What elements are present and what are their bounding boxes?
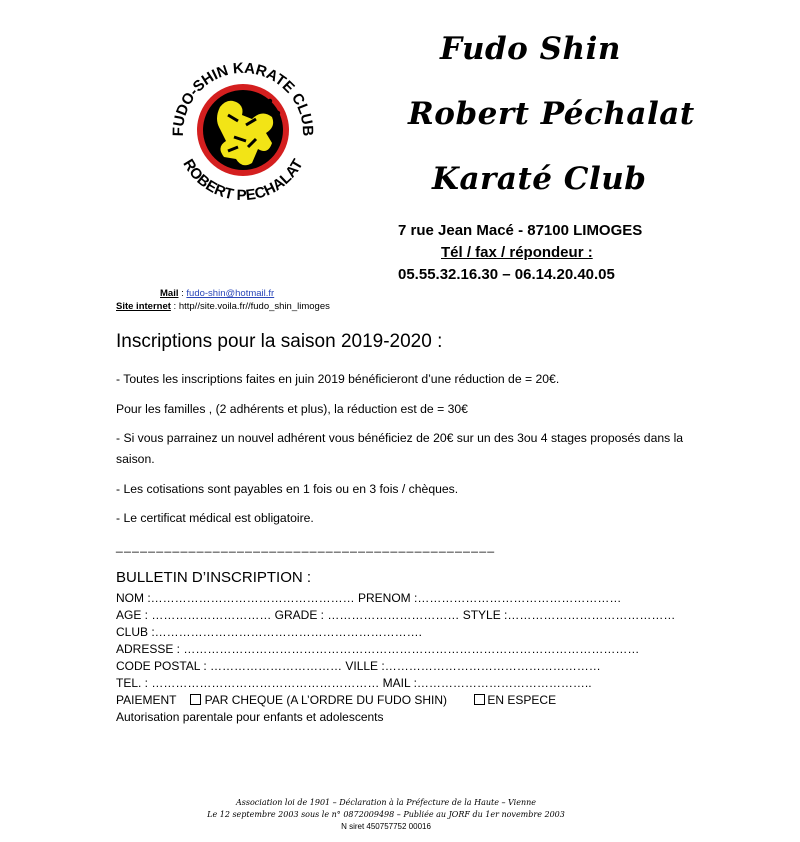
- logo-text-top: FUDO-SHIN KARATE CLUB: [169, 59, 317, 137]
- footer-line-3: N siret 450757752 00016: [341, 822, 431, 831]
- logo-text-bottom: ROBERT PECHALAT: [179, 156, 307, 205]
- form-field-age-grade-style[interactable]: AGE : ………………………… GRADE : …………………………… STYLE :……………………………………: [116, 608, 676, 622]
- form-field-club[interactable]: CLUB :………………………………………………………….: [116, 625, 423, 639]
- footer-line-1: Association loi de 1901 – Déclaration à la Préfecture de la Haute – Vienne: [236, 798, 536, 807]
- form-field-cp-ville[interactable]: CODE POSTAL : …………………………… VILLE :………………………………………………: [116, 659, 601, 673]
- address: 7 rue Jean Macé - 87100 LIMOGES: [398, 222, 643, 239]
- mail-link[interactable]: fudo-shin@hotmail.fr: [186, 288, 275, 299]
- section-title: Inscriptions pour la saison 2019-2020 :: [116, 331, 443, 352]
- info-paragraph: - Toutes les inscriptions faites en juin 2019 bénéficieront d’une réduction de = 20€.: [116, 372, 560, 386]
- info-paragraph: Pour les familles , (2 adhérents et plus), la réduction est de = 30€: [116, 402, 468, 416]
- info-paragraph: - Si vous parrainez un nouvel adhérent vous bénéficiez de 20€ sur un des 3ou 4 stages proposés dans la saison.: [116, 431, 684, 466]
- info-paragraph: - Le certificat médical est obligatoire.: [116, 511, 314, 525]
- separator-line: _______________________________________________: [116, 539, 496, 553]
- site-url: http//site.voila.fr//fudo_shin_limoges: [178, 301, 330, 312]
- payment-option-espece: EN ESPECE: [487, 693, 557, 707]
- contact-mail: Mail : fudo-shin@hotmail.fr: [160, 288, 275, 299]
- payment-option-cheque: PAR CHEQUE (A L’ORDRE DU FUDO SHIN): [204, 693, 448, 707]
- brand-line-3: Karaté Club: [432, 161, 647, 197]
- payment-label: PAIEMENT: [116, 693, 177, 707]
- contact-site: Site internet : http//site.voila.fr//fudo_shin_limoges: [116, 301, 330, 312]
- club-logo: [158, 55, 328, 205]
- form-title: BULLETIN D’INSCRIPTION :: [116, 569, 312, 586]
- footer-line-2: Le 12 septembre 2003 sous le n° 0872009498 – Publiée au JORF du 1er novembre 2003: [207, 810, 565, 819]
- form-field-tel-mail[interactable]: TEL. : ………………………………………………… MAIL :……………………………………..: [116, 676, 592, 690]
- form-field-adresse[interactable]: ADRESSE : ……………………………………………………………………………………………………: [116, 642, 640, 656]
- brand-line-1: Fudo Shin: [440, 31, 621, 67]
- checkbox-espece[interactable]: [474, 694, 485, 705]
- form-field-nom-prenom[interactable]: NOM :…………………………………………… PRENOM :……………………………………………: [116, 591, 622, 605]
- payment-row: [116, 693, 556, 707]
- tel-numbers: 05.55.32.16.30 – 06.14.20.40.05: [398, 266, 615, 283]
- tel-label: Tél / fax / répondeur :: [441, 244, 593, 261]
- site-label: Site internet: [116, 301, 171, 312]
- info-paragraph: - Les cotisations sont payables en 1 fois ou en 3 fois / chèques.: [116, 482, 459, 496]
- checkbox-cheque[interactable]: [190, 694, 201, 705]
- tiger-emblem-icon: [197, 84, 289, 176]
- authorization-text: Autorisation parentale pour enfants et adolescents: [116, 710, 384, 724]
- mail-label: Mail: [160, 288, 179, 299]
- brand-line-2: Robert Péchalat: [408, 96, 695, 132]
